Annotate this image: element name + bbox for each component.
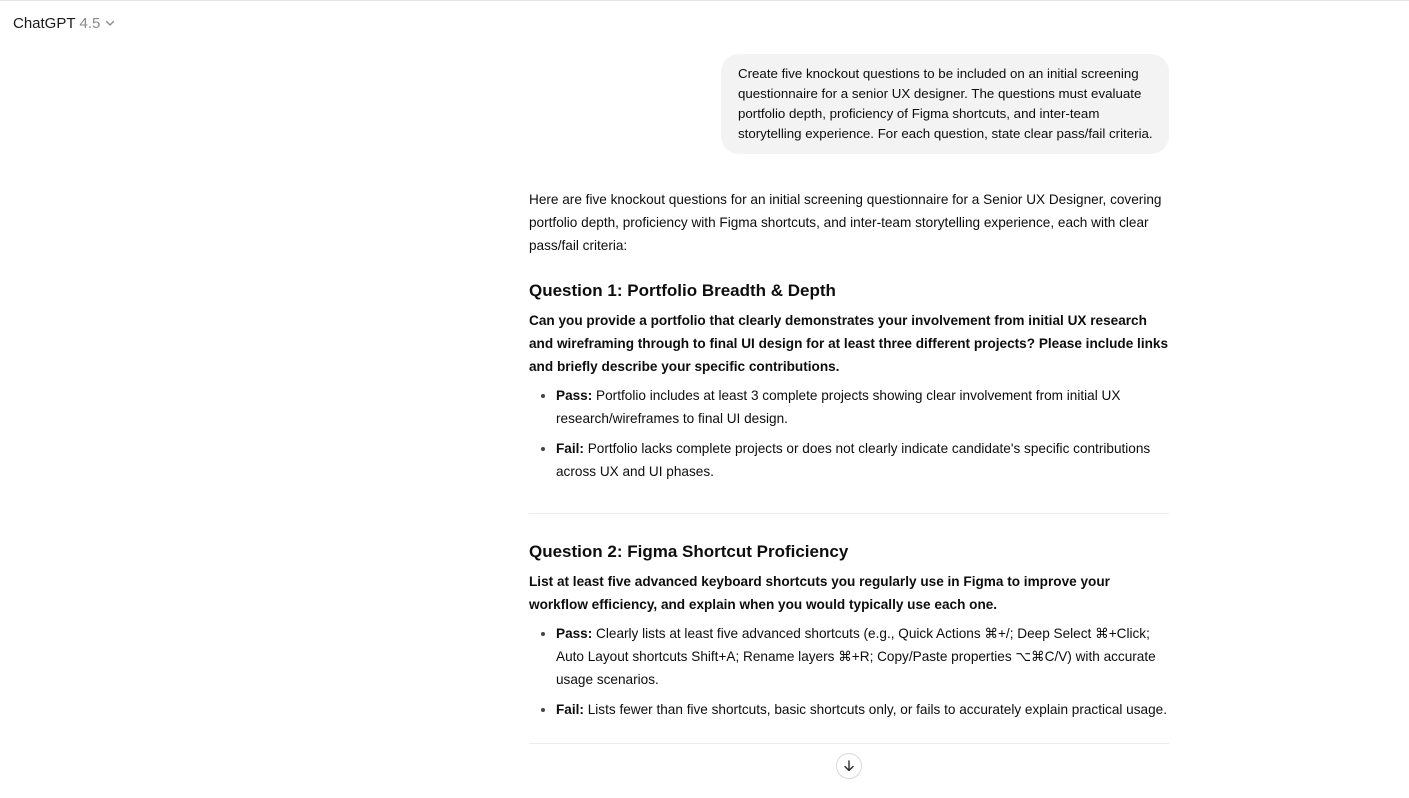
- question-2-fail: [556, 698, 1169, 721]
- fail-text: Portfolio lacks complete projects or does not clearly indicate candidate's specific contributions across UX and UI phases.: [556, 441, 1151, 479]
- question-1-text: Can you provide a portfolio that clearly demonstrates your involvement from initial UX research and wireframing through to final UI design for at least three different projects? Please include links and briefly describe your specific contributions.: [529, 313, 1169, 374]
- arrow-down-icon: [842, 759, 856, 773]
- user-message-text: Create five knockout questions to be included on an initial screening questionnaire for a senior UX designer. The questions must evaluate portfolio depth, proficiency of Figma shortcuts, and inter-team storytelling experience. For each question, state clear pass/fail criteria.: [738, 66, 1153, 141]
- assistant-message: [529, 188, 1169, 770]
- question-2-text: List at least five advanced keyboard shortcuts you regularly use in Figma to improve your workflow efficiency, and explain when you would typically use each one.: [529, 574, 1110, 612]
- section-divider: [529, 743, 1169, 744]
- section-divider: [529, 513, 1169, 514]
- fail-label: Fail:: [556, 702, 584, 717]
- fail-label: Fail:: [556, 441, 584, 456]
- question-2-heading: Question 2: Figma Shortcut Proficiency: [529, 542, 849, 561]
- top-border: [0, 0, 1409, 1]
- model-version: 4.5: [79, 14, 101, 32]
- question-1-heading: Question 1: Portfolio Breadth & Depth: [529, 281, 836, 300]
- pass-label: Pass:: [556, 626, 593, 641]
- pass-text: Clearly lists at least five advanced shortcuts (e.g., Quick Actions ⌘+/; Deep Select ⌘+Click; Auto Layout shortcuts Shift+A; Rename layers ⌘+R; Copy/Paste properties ⌥⌘C/V) with accurate usage scenarios.: [556, 626, 1156, 687]
- user-message-bubble: [721, 54, 1169, 154]
- question-1-fail: [556, 437, 1169, 483]
- question-1-criteria: [529, 384, 1169, 483]
- question-1-pass: [556, 384, 1169, 430]
- fail-text: Lists fewer than five shortcuts, basic shortcuts only, or fails to accurately explain practical usage.: [583, 702, 1167, 717]
- pass-label: Pass:: [556, 388, 593, 403]
- assistant-intro: Here are five knockout questions for an initial screening questionnaire for a Senior UX Designer, covering portfolio depth, proficiency with Figma shortcuts, and inter-team storytelling experience, each with clear pass/fail criteria:: [529, 192, 1162, 253]
- model-name: ChatGPT: [13, 14, 76, 32]
- chevron-down-icon: [104, 17, 116, 29]
- question-2-criteria: [529, 622, 1169, 721]
- scroll-to-bottom-button[interactable]: [836, 753, 862, 779]
- pass-text: Portfolio includes at least 3 complete projects showing clear involvement from initial UX research/wireframes to final UI design.: [556, 388, 1121, 426]
- model-selector[interactable]: [13, 13, 116, 33]
- question-2-pass: [556, 622, 1169, 691]
